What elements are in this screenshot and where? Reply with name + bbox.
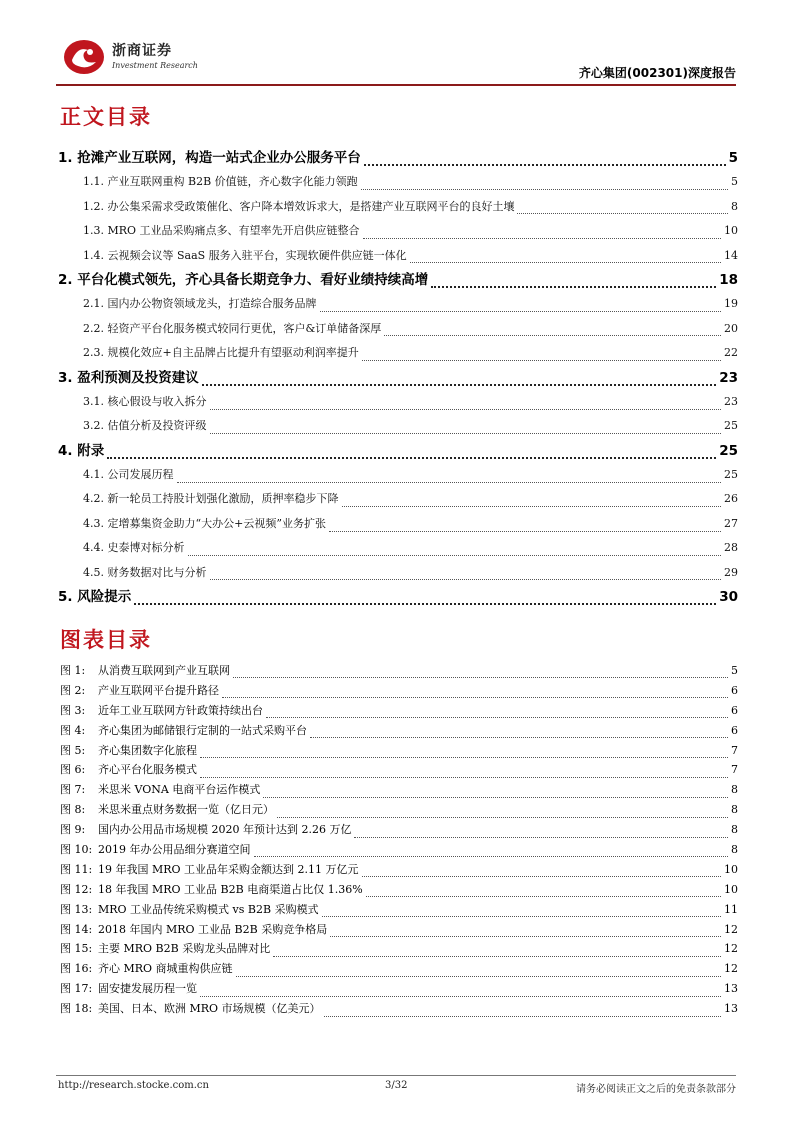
toc-item-page: 23: [724, 394, 738, 408]
toc-section-item[interactable]: [58, 219, 738, 243]
figure-leader-dots: [310, 729, 728, 738]
figure-list: [60, 661, 738, 1019]
toc-item-text: 4.5. 财务数据对比与分析: [83, 565, 207, 579]
figure-caption: 从消费互联网到产业互联网: [98, 664, 230, 677]
figure-caption: 齐心集团为邮储银行定制的一站式采购平台: [98, 723, 307, 737]
figure-leader-dots: [324, 1008, 721, 1017]
toc-item-text: 3.2. 估值分析及投资评级: [83, 419, 207, 433]
toc-item-page: 14: [724, 248, 738, 262]
figure-list-item[interactable]: [60, 741, 738, 761]
figure-caption: 产业互联网平台提升路径: [98, 683, 219, 697]
figure-page: 10: [724, 882, 738, 896]
report-title: 齐心集团(002301)深度报告: [578, 66, 736, 80]
figure-page: 12: [724, 962, 738, 976]
figure-number: 图 1:: [60, 664, 86, 677]
toc-item-page: 22: [724, 346, 738, 360]
figure-list-item[interactable]: [60, 840, 738, 860]
figure-number: 图 8:: [60, 803, 86, 817]
figure-number: 图 12:: [60, 882, 93, 896]
toc-leader-dots: [362, 352, 721, 361]
toc-item-text: 5. 风险提示: [58, 589, 132, 606]
figure-number: 图 7:: [60, 783, 86, 797]
figure-page: 8: [731, 843, 738, 857]
footer-url[interactable]: http://research.stocke.com.cn: [58, 1080, 209, 1091]
figure-number: 图 14:: [60, 922, 93, 936]
toc-chapter-item[interactable]: [58, 439, 738, 463]
toc-item-text: 4.2. 新一轮员工持股计划强化激励，质押率稳步下降: [83, 492, 339, 506]
figure-number: 图 4:: [60, 723, 86, 737]
toc-leader-dots: [107, 449, 716, 459]
figure-number: 图 10:: [60, 843, 93, 857]
figure-list-item[interactable]: [60, 721, 738, 741]
toc-chapter-item[interactable]: [58, 585, 738, 609]
figure-list-item[interactable]: [60, 979, 738, 999]
toc-leader-dots: [410, 254, 721, 263]
figure-list-item[interactable]: [60, 999, 738, 1019]
figure-page: 12: [724, 922, 738, 936]
toc-item-page: 8: [731, 199, 738, 213]
toc-item-text: 3. 盈利预测及投资建议: [58, 369, 199, 386]
figure-list-item[interactable]: [60, 820, 738, 840]
toc-item-text: 3.1. 核心假设与收入拆分: [83, 394, 207, 408]
toc-item-text: 4.1. 公司发展历程: [83, 468, 174, 482]
figure-leader-dots: [200, 769, 728, 778]
figure-caption: 19 年我国 MRO 工业品年采购金额达到 2.11 万亿元: [98, 862, 359, 876]
toc-leader-dots: [363, 230, 721, 239]
toc-item-text: 1.1. 产业互联网重构 B2B 价值链，齐心数字化能力领跑: [83, 175, 358, 189]
toc-leader-dots: [329, 523, 721, 532]
toc-section-item[interactable]: [58, 536, 738, 560]
toc-title: 正文目录: [60, 105, 152, 129]
toc-item-page: 27: [724, 516, 738, 530]
toc-leader-dots: [320, 303, 722, 312]
toc-item-page: 23: [719, 369, 738, 386]
toc-leader-dots: [177, 474, 722, 483]
figure-page: 7: [731, 743, 738, 757]
figure-list-item[interactable]: [60, 661, 738, 681]
figure-leader-dots: [266, 709, 728, 718]
toc-item-text: 4.4. 史泰博对标分析: [83, 541, 185, 555]
figure-list-item[interactable]: [60, 939, 738, 959]
header-divider: [56, 84, 736, 86]
figure-leader-dots: [222, 689, 728, 698]
figure-caption: 近年工业互联网方针政策持续出台: [98, 703, 263, 717]
toc-leader-dots: [342, 498, 722, 507]
figure-page: 6: [731, 703, 738, 717]
figure-page: 6: [731, 723, 738, 737]
figure-page: 6: [731, 683, 738, 697]
figure-page: 8: [731, 823, 738, 837]
toc-leader-dots: [364, 156, 726, 166]
toc-item-page: 19: [724, 297, 738, 311]
figure-list-item[interactable]: [60, 760, 738, 780]
toc-section-item[interactable]: [58, 390, 738, 414]
footer-page-number: 3/32: [385, 1080, 408, 1091]
toc-section-item[interactable]: [58, 414, 738, 438]
logo-english-name: Investment Research: [112, 61, 198, 70]
toc-leader-dots: [210, 425, 722, 434]
toc-item-text: 1.2. 办公集采需求受政策催化、客户降本增效诉求大，是搭建产业互联网平台的良好土壤: [83, 199, 515, 213]
toc-chapter-item[interactable]: [58, 146, 738, 170]
figure-list-item[interactable]: [60, 780, 738, 800]
toc-leader-dots: [210, 401, 722, 410]
toc-section-item[interactable]: [58, 561, 738, 585]
toc-item-text: 1. 抢滩产业互联网，构造一站式企业办公服务平台: [58, 150, 361, 166]
figure-list-item[interactable]: [60, 959, 738, 979]
figure-caption: 国内办公用品市场规模 2020 年预计达到 2.26 万亿: [98, 823, 352, 837]
toc-section-item[interactable]: [58, 512, 738, 536]
toc-item-page: 25: [719, 442, 738, 459]
figure-leader-dots: [354, 829, 728, 838]
figure-leader-dots: [233, 669, 728, 678]
toc-item-text: 2.3. 规模化效应+自主品牌占比提升有望驱动利润率提升: [83, 346, 359, 360]
figure-caption: 固安捷发展历程一览: [98, 982, 197, 996]
figure-leader-dots: [200, 988, 721, 997]
toc-chapter-item[interactable]: [58, 366, 738, 390]
figure-leader-dots: [330, 928, 721, 937]
toc-section-item[interactable]: [58, 170, 738, 194]
figure-caption: 2018 年国内 MRO 工业品 B2B 采购竞争格局: [98, 922, 328, 936]
toc-item-page: 30: [719, 589, 738, 606]
footer-divider: [56, 1075, 736, 1076]
figure-page: 13: [724, 982, 738, 996]
toc-item-text: 2.2. 轻资产平台化服务模式较同行更优，客户&订单储备深厚: [83, 321, 382, 335]
figure-list-item[interactable]: [60, 900, 738, 920]
figure-number: 图 3:: [60, 703, 86, 717]
toc-section-item[interactable]: [58, 244, 738, 268]
toc-item-page: 10: [724, 224, 738, 238]
footer-disclaimer: 请务必阅读正文之后的免责条款部分: [576, 1084, 736, 1095]
figure-number: 图 17:: [60, 982, 93, 996]
toc-leader-dots: [517, 205, 728, 214]
figure-caption: MRO 工业品传统采购模式 vs B2B 采购模式: [98, 902, 319, 916]
figure-number: 图 18:: [60, 1002, 93, 1016]
figure-list-item[interactable]: [60, 681, 738, 701]
figure-number: 图 6:: [60, 763, 86, 777]
figure-leader-dots: [200, 749, 728, 758]
figure-leader-dots: [322, 908, 721, 917]
figure-list-item[interactable]: [60, 800, 738, 820]
toc-item-text: 2.1. 国内办公物资领域龙头，打造综合服务品牌: [83, 297, 317, 311]
figure-number: 图 15:: [60, 942, 93, 956]
figure-leader-dots: [273, 948, 721, 957]
figure-list-item[interactable]: [60, 880, 738, 900]
figure-leader-dots: [366, 888, 721, 897]
figure-caption: 18 年我国 MRO 工业品 B2B 电商渠道占比仅 1.36%: [98, 882, 363, 896]
toc-leader-dots: [361, 181, 728, 190]
figure-caption: 2019 年办公用品细分赛道空间: [98, 843, 251, 857]
toc-item-page: 29: [724, 565, 738, 579]
toc-leader-dots: [431, 278, 716, 288]
figure-caption: 米思米重点财务数据一览（亿日元）: [98, 803, 274, 817]
figure-caption: 齐心 MRO 商城重构供应链: [98, 962, 233, 976]
toc-item-page: 28: [724, 541, 738, 555]
toc-item-text: 4.3. 定增募集资金助力“大办公+云视频”业务扩张: [83, 516, 326, 530]
figure-list-item[interactable]: [60, 701, 738, 721]
figure-number: 图 13:: [60, 902, 93, 916]
toc-item-page: 20: [724, 321, 738, 335]
toc-item-page: 5: [731, 175, 738, 189]
figure-page: 12: [724, 942, 738, 956]
toc-item-text: 2. 平台化模式领先，齐心具备长期竞争力、看好业绩持续高增: [58, 271, 429, 288]
toc-leader-dots: [134, 595, 716, 605]
toc-section-item[interactable]: [58, 487, 738, 511]
figure-leader-dots: [277, 809, 728, 818]
toc-section-item[interactable]: [58, 463, 738, 487]
toc-leader-dots: [384, 327, 721, 336]
toc-item-page: 26: [724, 492, 738, 506]
figure-caption: 美国、日本、欧洲 MRO 市场规模（亿美元）: [98, 1002, 321, 1016]
toc-item-text: 4. 附录: [58, 442, 105, 459]
figure-page: 8: [731, 803, 738, 817]
page-header: [56, 30, 736, 84]
figure-caption: 主要 MRO B2B 采购龙头品牌对比: [98, 942, 271, 956]
figure-leader-dots: [254, 848, 729, 857]
figure-list-title: 图表目录: [60, 628, 152, 652]
figure-page: 8: [731, 783, 738, 797]
toc-section-item[interactable]: [58, 317, 738, 341]
figure-number: 图 16:: [60, 962, 93, 976]
toc-leader-dots: [202, 376, 716, 386]
toc-item-page: 18: [719, 271, 738, 288]
toc-item-text: 1.3. MRO 工业品采购痛点多、有望率先开启供应链整合: [83, 224, 360, 238]
figure-caption: 米思米 VONA 电商平台运作模式: [98, 783, 261, 797]
figure-number: 图 9:: [60, 823, 86, 837]
toc-section-item[interactable]: [58, 341, 738, 365]
toc-item-page: 5: [728, 150, 738, 166]
figure-caption: 齐心平台化服务模式: [98, 763, 197, 777]
figure-page: 10: [724, 862, 738, 876]
figure-list-item[interactable]: [60, 920, 738, 940]
toc-chapter-item[interactable]: [58, 268, 738, 292]
table-of-contents: [58, 146, 738, 609]
toc-item-page: 25: [724, 419, 738, 433]
figure-list-item[interactable]: [60, 860, 738, 880]
figure-page: 5: [731, 664, 738, 677]
logo-chinese-name: 浙商证券: [112, 43, 172, 59]
toc-section-item[interactable]: [58, 292, 738, 316]
figure-leader-dots: [362, 868, 721, 877]
figure-number: 图 11:: [60, 862, 93, 876]
figure-number: 图 2:: [60, 683, 86, 697]
toc-item-page: 25: [724, 468, 738, 482]
toc-item-text: 1.4. 云视频会议等 SaaS 服务入驻平台，实现软硬件供应链一体化: [83, 248, 407, 262]
figure-page: 11: [724, 902, 738, 916]
company-logo-icon: [62, 38, 106, 76]
figure-leader-dots: [236, 968, 721, 977]
toc-leader-dots: [210, 571, 722, 580]
figure-caption: 齐心集团数字化旅程: [98, 743, 197, 757]
figure-page: 7: [731, 763, 738, 777]
toc-section-item[interactable]: [58, 195, 738, 219]
figure-page: 13: [724, 1002, 738, 1016]
figure-leader-dots: [263, 789, 728, 798]
toc-leader-dots: [188, 547, 722, 556]
figure-number: 图 5:: [60, 743, 86, 757]
